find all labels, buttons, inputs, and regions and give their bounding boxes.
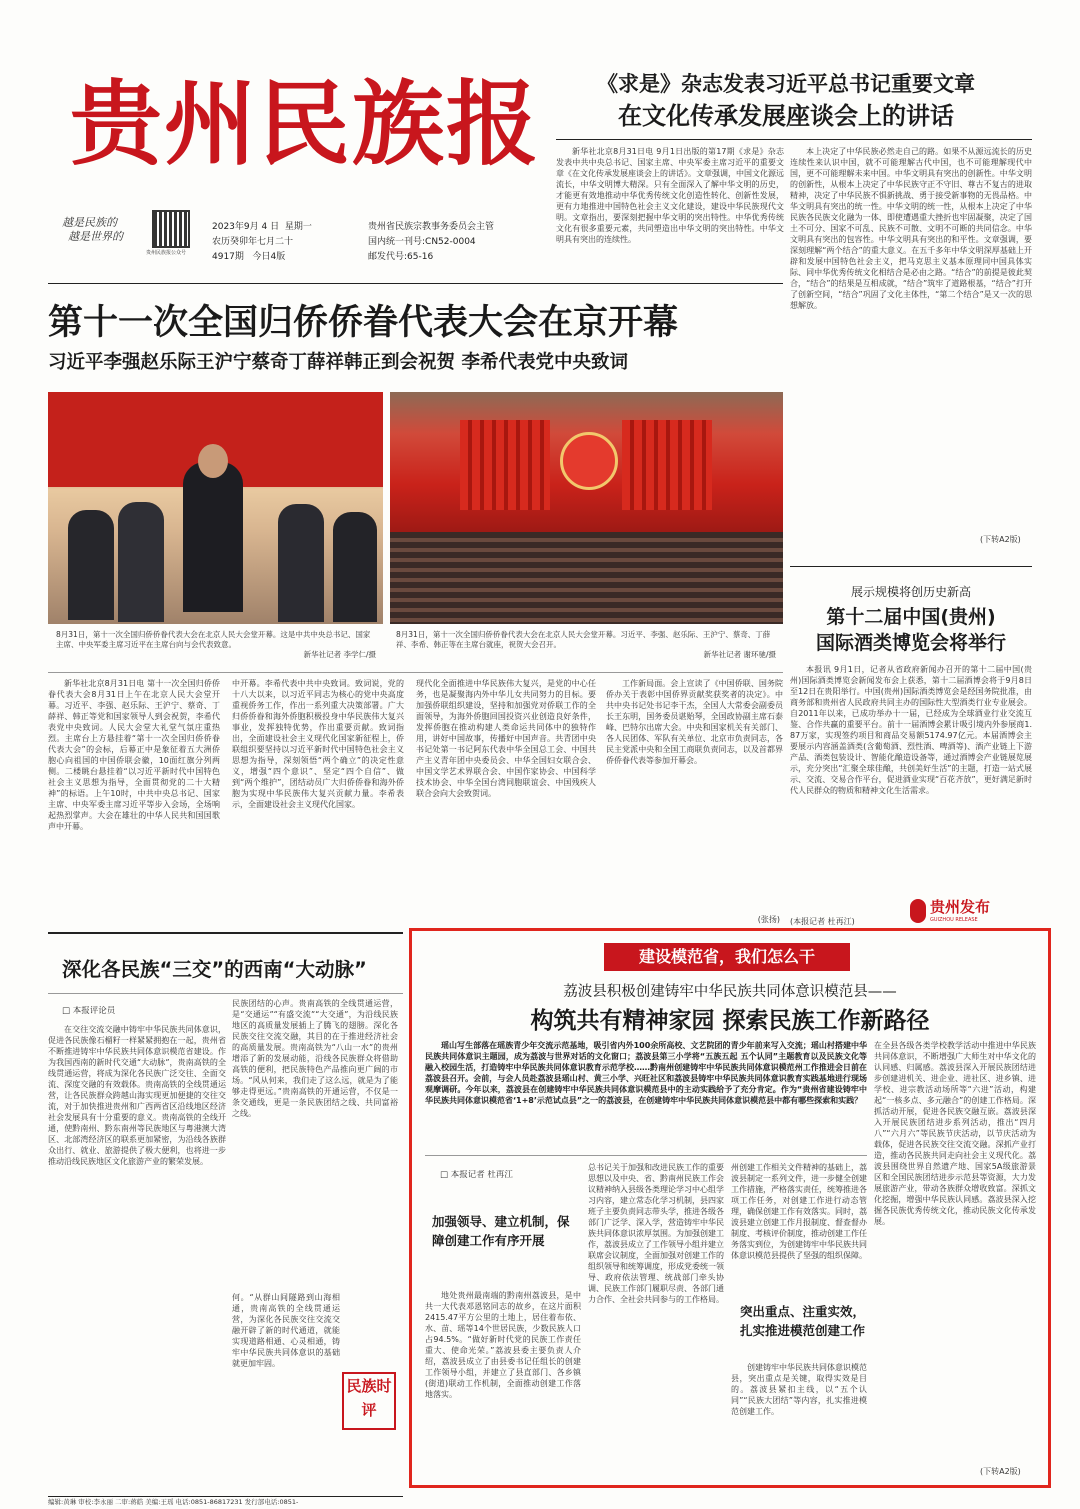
- commentary-col-1: 在交往交流交融中铸牢中华民族共同体意识，促进各民族像石榴籽一样紧紧拥抱在一起，贵州省不断推进铸牢中华民族共同体意识模范省建设。作为我国西南的新时代交通“大动脉”，贵南高铁的全线贯通运营，将成为深化各民族广泛交往、全面交流、深度交融的有效载体。贵南高铁的全线贯通运营，让各民族群众跨越山海实现更加便捷的交往交流，对于加快推进贵州和广西两省区沿线地区经济社会发展具有十分重要的意义。贵南高铁的全线开通，使黔南州、黔东南州等民族地区与粤港澳大湾区、北部湾经济区的联系更加紧密，为沿线各族群众出行、就业、旅游提供了极大便利，也将进一步推动沿线民族地区文化旅游产业的繁荣发展。: [48, 1025, 226, 1166]
- lead-col-1: 新华社北京8月31日电 第十一次全国归侨侨眷代表大会8月31日上午在北京人民大会堂开幕。习近平、李强、赵乐际、王沪宁、蔡奇、丁薛祥、韩正等党和国家领导人到会祝贺，李希代表党中央致词。人民大会堂大礼堂气氛庄重热烈。主席台上方悬挂着“第十一次全国归侨侨眷代表大会”的会标，后幕正中是象征着五大洲侨胞心向祖国的中国侨联会徽，10面红旗分列两侧。二楼眺台悬挂着“以习近平新时代中国特色社会主义思想为指导，全面贯彻党的二十大精神”的标语。上午10时，中共中央总书记、国家主席、中央军委主席习近平等步入会场，全场响起热烈掌声。大会在雄壮的中华人民共和国国歌声中开幕。: [48, 679, 220, 831]
- figure-right: [278, 504, 324, 622]
- page-count: 今日4版: [252, 252, 286, 262]
- feature-headline: 构筑共有精神家园 探索民族工作新路径: [530, 1008, 930, 1034]
- qiushi-kicker: 《求是》杂志发表习近平总书记重要文章: [597, 72, 975, 96]
- lead-photo-right: [390, 392, 783, 624]
- feature-kicker: 荔波县积极创建铸牢中华民族共同体意识模范县——: [563, 984, 897, 1000]
- footer-credits: 编辑:黄琳 审校:李永丽 二审:蒋皓 美编:王瑶 电话:0851-86817231 发行部电话:0851-: [48, 1498, 299, 1506]
- issue-number: 4917期: [212, 252, 244, 262]
- red-flags-right: [622, 420, 712, 510]
- commentary-stamp: [342, 1372, 396, 1430]
- commentary-headline: 深化各民族“三交”的西南“大动脉”: [62, 958, 367, 981]
- caption-text: 8月31日，第十一次全国归侨侨眷代表大会在北京人民大会堂开幕。这是中共中央总书记、国家主席、中央军委主席习近平在主席台向与会代表致意。: [56, 630, 371, 649]
- masthead-date-info: [212, 220, 362, 265]
- qiushi-body-left: 新华社北京8月31日电 9月1日出版的第17期《求是》杂志发表中共中央总书记、国家主席、中央军委主席习近平的重要文章《在文化传承发展座谈会上的讲话》。文章强调，中国文化源远流长，中华文明博大精深。只有全面深入了解中华文明的历史，才能更有效地推动中华优秀传统文化创造性转化、创新性发展，更有力地推进中国特色社会主义文化建设，建设中华民族现代文明。文章指出，要深刻把握中华文明的突出特性。中华优秀传统文化有很多重要元素，共同塑造出中华文明的突出特性。中华文明具有突出的连续性。: [556, 147, 784, 244]
- feature-col-2: 总书记关于加强和改进民族工作的重要思想以及中央、省、黔南州民族工作会议精神纳入县级各类理论学习中心组学习内容，建立常态化学习机制，县四家班子主要负责同志带头学，推进各级各部门广泛学、深入学，营造铸牢中华民族共同体意识浓厚氛围。为加强创建工作，荔波县成立了工作领导小组并建立联席会议制度，全面加强对创建工作的组织领导和统筹调度，形成党委统一领导、政府依法管理、统战部门牵头协调、民族工作部门履职尽责、各部门通力合作、全社会共同参与的工作格局。: [588, 1163, 724, 1304]
- lead-photo-left: [48, 392, 383, 624]
- figure-center-head: [198, 444, 228, 478]
- microphone-icon: [910, 899, 926, 923]
- figure-center: [183, 462, 243, 612]
- feature-continued: (下转A2版): [980, 1467, 1021, 1476]
- masthead-publisher-info: [368, 220, 548, 265]
- divider: [48, 283, 783, 284]
- feature-col-3b: 创建铸牢中华民族共同体意识模范县，突出重点是关键，取得实效是目的。荔波县紧扣主线，以“五个认同”“民族大团结”等内容，扎实推进模范创建工作。: [731, 1363, 867, 1416]
- expo-byline: (本报记者 杜再江): [790, 917, 855, 926]
- cn-number: 国内统一刊号:CN52-0004: [368, 237, 476, 247]
- expo-kicker: 展示规模将创历史新高: [850, 585, 971, 599]
- divider: [48, 993, 403, 994]
- feature-byline: □ 本报记者 杜再江: [440, 1170, 513, 1180]
- commentary-byline: □ 本报评论员: [62, 1006, 116, 1016]
- date: 2023年9月 4 日: [212, 222, 280, 232]
- figure-left-2: [118, 502, 164, 622]
- expo-headline-1: 第十二届中国(贵州): [826, 606, 996, 628]
- audience-rows: [390, 532, 783, 624]
- motto: [62, 216, 123, 244]
- lead-photo-right-caption: [396, 630, 776, 660]
- feature-lead: 瑶山写生部落在瑶族青少年交流示范基地，吸引省内外100余所高校、文艺院团的青少年前来写入交流；瑶山村搭建中华民族共同体意识主题园，成为荔波与世界对话的文化窗口；荔波县第三小学将“五族五起 五个认同”主题教育以及民族文化等融入校园生活，打造铸牢中华民族共同体意识教育示范学校……黔南州创建铸牢中华民族共同体意识模范州工作推进会日前在荔波县召开。会前，与会人员赴荔波县瑶山村、黄三小学、兴旺社区和荔波县铸牢中华民族共同体意识教育实践基地进行现场观摩调研。今年以来，荔波县在创建铸牢中华民族共同体意识模范县中的主动实践给予了充分肯定。作为“贵州省建设铸牢中华民族共同体意识模范省‘1+8’示范试点县”之一的荔波县，在创建铸牢中华民族共同体意识模范县中都有哪些探索和实践？: [425, 1041, 867, 1105]
- postal-code: 邮发代号:65-16: [368, 252, 434, 262]
- commentary-col-2: 民族团结的心声。贵南高铁的全线贯通运营，是“交通运”“有盛交流”“大交通”，为沿线民族地区的高质量发展插上了腾飞的翅膀。深化各民族交往交流交融，其目的在于推进经济社会的高质量发展。贵南高铁为“八山一水”的贵州增添了新的发展动能，沿线各民族群众将借助高铁的便利，把民族特色产品推向更广阔的市场。“风从何来，我们走了这么远，就是为了能够走得更远。”贵南高铁的开通运营，不仅是一条交通线，更是一条民族团结之线、共同富裕之线。: [232, 999, 398, 1118]
- expo-headline-2: 国际酒类博览会将举行: [815, 632, 1006, 654]
- lead-subhead: 习近平李强赵乐际王沪宁蔡奇丁薛祥韩正到会祝贺 李希代表党中央致词: [48, 352, 628, 373]
- qr-code: [152, 210, 190, 248]
- lead-photo-left-caption: [56, 630, 376, 660]
- feature-subhead-1: 加强领导、建立机制，保障创建工作有序开展: [432, 1214, 570, 1248]
- divider: [48, 932, 403, 934]
- badge-sublabel: GUIZHOU RELEASE: [930, 917, 978, 923]
- motto-line2: 越是世界的: [68, 230, 123, 243]
- qiushi-headline: 在文化传承发展座谈会上的讲话: [618, 102, 954, 130]
- feature-col-1: 地处贵州最南端的黔南州荔波县，是中共一大代表邓恩铭同志的故乡，在这片面积2415.47平方公里的土地上，居住着布依、水、苗、瑶等14个世居民族，少数民族人口占94.5%。“做好新时代党的民族工作责任重大、使命光荣。”荔波县委主要负责人介绍，荔波县成立了由县委书记任组长的创建工作领导小组，并建立了县直部门、各乡镇(街道)联动工作机制，全面推动创建工作落地落实。: [425, 1291, 581, 1399]
- masthead-title: 贵州民族报: [70, 70, 541, 178]
- photo-credit: 新华社记者 李学仁/摄: [303, 650, 376, 659]
- guizhou-release-badge: [908, 897, 1032, 927]
- qiushi-continued: (下转A2版): [980, 535, 1021, 544]
- sponsor: 贵州省民族宗教事务委员会主管: [368, 222, 495, 232]
- feature-subhead-2: 突出重点、注重实效，扎实推进模范创建工作: [740, 1304, 866, 1338]
- feature-col-4: 在全县各级各类学校教学活动中推进中华民族共同体意识，不断增强广大师生对中华文化的认同感、归属感。荔波县深入开展民族团结进步创建进机关、进企业、进社区、进乡镇、进学校、进宗教活动场所等“六进”活动，构建起“一核多点、多元融合”的创建工作格局。深抓活动开展，促进各民族交融互嵌。荔波县深入开展民族团结进步系列活动，推出“四月八”“六月六”等民族节庆活动，以节庆活动为载体，促进各民族交往交流交融。深抓产业打造，推动各民族共同走向社会主义现代化。荔波县围绕世界自然遗产地、国家5A级旅游景区和全国民族团结进步示范县等资源，大力发展旅游产业，带动各族群众增收致富。深抓文化挖掘，增强中华民族认同感。荔波县深入挖掘各民族优秀传统文化，推动民族文化传承发展。: [874, 1041, 1036, 1226]
- photo-credit: 新华社记者 谢环驰/摄: [703, 650, 776, 659]
- divider: [48, 672, 783, 673]
- lead-col-4: 工作新局面。会上宣读了《中国侨联、国务院侨办关于表彰中国侨界贡献奖获奖者的决定》。中共中央书记处书记李干杰，全国人大常委会副委员长王东明，国务委员谌贻琴，全国政协副主席石泰峰、巴特尔出席大会。中央和国家机关有关部门、各人民团体、军队有关单位、北京市负责同志，各民主党派中央和全国工商联负责同志，以及首都界侨侨眷代表等参加开幕会。: [606, 679, 783, 765]
- feature-banner-text: 建设模范省，我们怎么干: [638, 947, 815, 966]
- divider: [425, 1155, 867, 1156]
- caption-text: 8月31日，第十一次全国归侨侨眷代表大会在北京人民大会堂开幕。习近平、李强、赵乐际、王沪宁、蔡奇、丁薛祥、李希、韩正等在主席台就座，祝贺大会召开。: [396, 630, 771, 649]
- weekday: 星期一: [284, 222, 312, 232]
- commentary-col-3: 何。“从群山间隧路到山海相通，贵南高铁的全线贯通运营，为深化各民族交往交流交融开辟了新的时代通道，就能实现道路相通、心灵相通，铸牢中华民族共同体意识的基础就更加牢固。: [232, 1293, 340, 1368]
- lead-headline: 第十一次全国归侨侨眷代表大会在京开幕: [48, 303, 679, 343]
- figure-right-2: [333, 512, 377, 622]
- lead-col-4-end: (张扬): [757, 915, 780, 924]
- feature-banner: [604, 943, 850, 971]
- stamp-text: 民族时评: [346, 1377, 392, 1419]
- divider: [48, 1496, 403, 1497]
- lead-col-3: 现代化全面推进中华民族伟大复兴，是党的中心任务，也是凝聚海内外中华儿女共同努力的目标。要加强侨联组织建设，坚持和加强党对侨联工作的全面领导，为海外侨胞回国投资兴业创造良好条件，发挥侨胞在推动构建人类命运共同体中的独特作用，讲好中国故事，传播好中国声音。共青团中央书记处第一书记阿东代表中华全国总工会、中国共产主义青年团中央委员会、中华全国妇女联合会、中国文学艺术界联合会、中国作家协会、中国科学技术协会、中华全国台湾同胞联谊会、中国残疾人联合会向大会致贺词。: [416, 679, 596, 798]
- qr-caption: 贵州民族报公众号: [146, 250, 187, 256]
- expo-body: 本报讯 9月1日，记者从省政府新闻办召开的第十二届中国(贵州)国际酒类博览会新闻发布会上获悉，第十二届酒博会将于9月8日至12日在贵阳举行。中国(贵州)国际酒类博览会是经国务院批准，由商务部和贵州省人民政府共同主办的国际性大型酒类行业专业展会。自2011年以来，已成功举办十一届，已经成为全球酒业行业交流互鉴、合作共赢的重要平台。前十一届酒博会累计吸引境内外参展商1.87万家，实现签约项目和商品交易额5174.97亿元。本届酒博会主要展示内容涵盖酒类(含葡萄酒、烈性酒、啤酒等)、酒产业链上下游产品、酒类包装设计、智能化酿造设备等，通过酒博会产业链展览展示，充分突出“汇聚全球佳酿，共创美好生活”的主题，打造一站式展示、交流、交易合作平台，促进酒业实现“百花齐放”，更好满足新时代人民群众的物质和精神文化生活需求。: [790, 665, 1032, 795]
- divider: [556, 139, 1032, 140]
- motto-line1: 越是民族的: [62, 216, 117, 229]
- stage-emblem: [560, 432, 618, 490]
- lead-col-2: 中开幕。李希代表中共中央致词。致词说，党的十八大以来，以习近平同志为核心的党中央高度重视侨务工作，作出一系列重大决策部署。广大归侨侨眷和海外侨胞积极投身中华民族伟大复兴事业，发挥独特优势，作出重要贡献。致词指出，全面建设社会主义现代化国家新征程上，侨联组织要坚持以习近平新时代中国特色社会主义思想为指导，深刻领悟“两个确立”的决定性意义，增强“四个意识”、坚定“四个自信”、做到“两个维护”，团结动员广大归侨侨眷和海外侨胞为实现中华民族伟大复兴贡献力量。李希表示，全面建设社会主义现代化国家。: [232, 679, 404, 809]
- qiushi-body-right: 本上决定了中华民族必然走自己的路。如果不从源远流长的历史连续性来认识中国，就不可能理解古代中国，也不可能理解现代中国，更不可能理解未来中国。中华文明具有突出的创新性。中华文明的创新性，从根本上决定了中华民族守正不守旧、尊古不复古的进取精神，决定了中华民族不惧新挑战、勇于接受新事物的无畏品格。中华文明具有突出的统一性。中华文明的统一性，从根本上决定了中华民族各民族文化融为一体、即使遭遇重大挫折也牢固凝聚，决定了国土不可分、国家不可乱、民族不可散、文明不可断的共同信念。中华文明具有突出的包容性。中华文明具有突出的和平性。文章强调，要深刻理解“两个结合”的重大意义。在五千多年中华文明深厚基础上开辟和发展中国特色社会主义，把马克思主义基本原理同中国具体实际、同中华优秀传统文化相结合是必由之路。“结合”的前提是彼此契合，“结合”的结果是互相成就，“结合”筑牢了道路根基，“结合”打开了创新空间，“结合”巩固了文化主体性，“第二个结合”是又一次的思想解放。: [790, 147, 1032, 310]
- red-flags-left: [460, 420, 550, 510]
- figure-left: [68, 510, 114, 620]
- feature-col-3: 州创建工作相关文件精神的基础上，荔波县制定一系列文件，进一步健全创建工作措施，严格落实责任，统筹推进各项工作任务，对创建工作进行动态管理，确保创建工作有效落实。同时，荔波县建立创建工作月报制度、督查督办制度、考核评价制度，推动创建工作任务落实到位，为创建铸牢中华民族共同体意识模范县提供了坚强的组织保障。: [731, 1163, 867, 1260]
- divider: [790, 566, 1032, 567]
- lunar-date: 农历癸卯年七月二十: [212, 237, 294, 247]
- badge-label: 贵州发布: [930, 898, 991, 916]
